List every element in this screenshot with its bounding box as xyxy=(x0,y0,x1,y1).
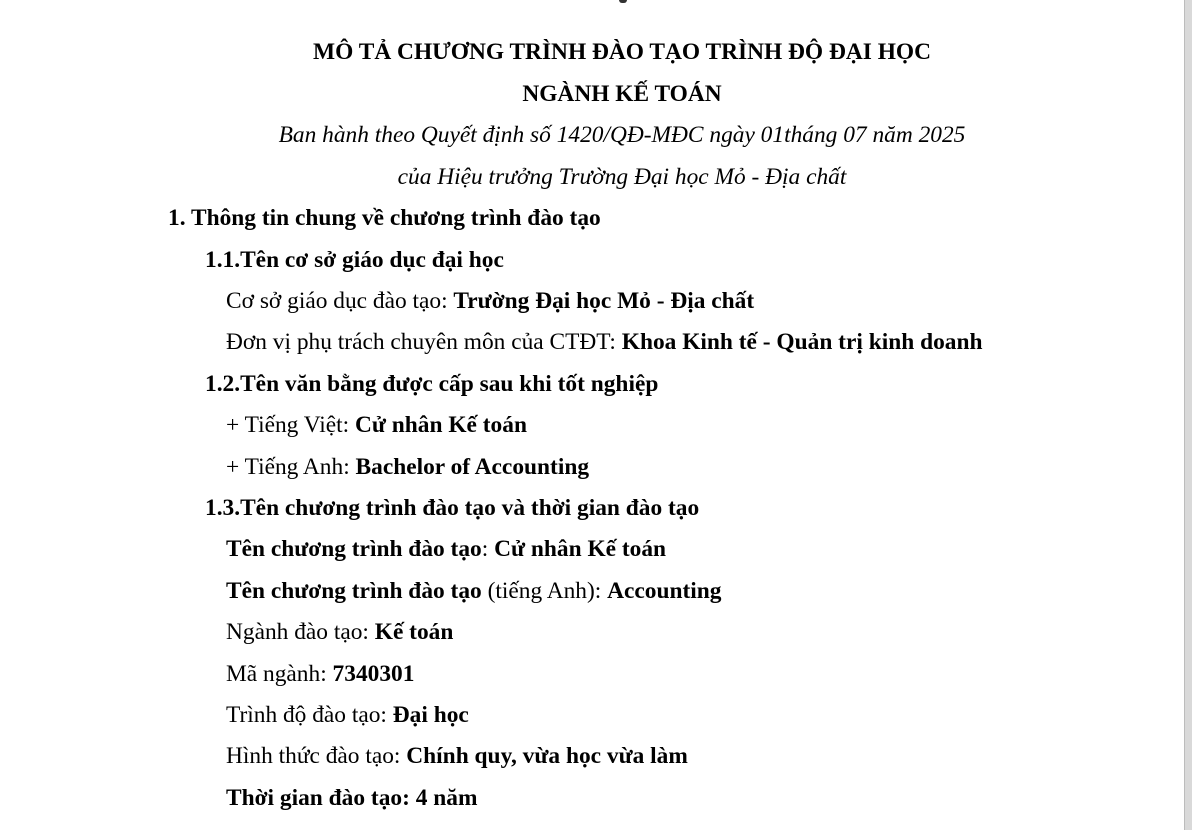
program-name-en-note: (tiếng Anh): xyxy=(481,578,608,604)
level-value: Đại học xyxy=(392,702,469,728)
document-title-line2: NGÀNH KẾ TOÁN xyxy=(522,81,722,107)
section-1-3-heading: 1.3.Tên chương trình đào tạo và thời gian đào tạo xyxy=(205,495,700,521)
program-name-line xyxy=(226,535,666,563)
section-1-heading: 1. Thông tin chung về chương trình đào tạo xyxy=(168,205,601,231)
program-name-separator: : xyxy=(481,536,495,562)
major-code-label: Mã ngành: xyxy=(226,661,333,687)
program-name-en-label: Tên chương trình đào tạo xyxy=(226,578,482,604)
page-top-mark xyxy=(619,0,627,3)
unit-value: Khoa Kinh tế - Quản trị kinh doanh xyxy=(621,329,983,355)
mode-line xyxy=(226,742,688,770)
degree-en-line xyxy=(226,453,589,481)
institution-label: Cơ sở giáo dục đào tạo: xyxy=(226,288,454,314)
major-code-value: 7340301 xyxy=(332,661,415,687)
institution-line xyxy=(226,287,754,315)
major-value: Kế toán xyxy=(374,619,454,645)
document-title-line1: MÔ TẢ CHƯƠNG TRÌNH ĐÀO TẠO TRÌNH ĐỘ ĐẠI HỌC xyxy=(313,39,931,65)
level-label: Trình độ đào tạo: xyxy=(226,702,393,728)
program-name-en-line xyxy=(226,577,722,605)
program-name-label: Tên chương trình đào tạo xyxy=(226,536,482,562)
page-edge xyxy=(1184,0,1192,830)
degree-en-label: + Tiếng Anh: xyxy=(226,454,356,480)
major-label: Ngành đào tạo: xyxy=(226,619,375,645)
unit-line xyxy=(226,328,982,356)
level-line xyxy=(226,701,469,729)
degree-en-value: Bachelor of Accounting xyxy=(355,454,590,480)
section-1-2-heading: 1.2.Tên văn bằng được cấp sau khi tốt nghiệp xyxy=(205,371,659,397)
degree-vi-line xyxy=(226,411,527,439)
mode-value: Chính quy, vừa học vừa làm xyxy=(406,743,688,769)
institution-value: Trường Đại học Mỏ - Địa chất xyxy=(453,288,755,314)
program-name-en-value: Accounting xyxy=(607,578,722,604)
degree-vi-label: + Tiếng Việt: xyxy=(226,412,355,438)
issuer-line: của Hiệu trưởng Trường Đại học Mỏ - Địa chất xyxy=(397,164,847,190)
section-1-1-heading: 1.1.Tên cơ sở giáo dục đại học xyxy=(205,247,504,273)
degree-vi-value: Cử nhân Kế toán xyxy=(355,412,527,438)
major-line xyxy=(226,618,453,646)
program-name-value: Cử nhân Kế toán xyxy=(494,536,667,562)
duration-line: Thời gian đào tạo: 4 năm xyxy=(226,785,478,811)
decision-line: Ban hành theo Quyết định số 1420/QĐ-MĐC ngày 01tháng 07 năm 2025 xyxy=(278,122,966,148)
major-code-line xyxy=(226,660,414,688)
mode-label: Hình thức đào tạo: xyxy=(226,743,407,769)
unit-label: Đơn vị phụ trách chuyên môn của CTĐT: xyxy=(226,329,622,355)
